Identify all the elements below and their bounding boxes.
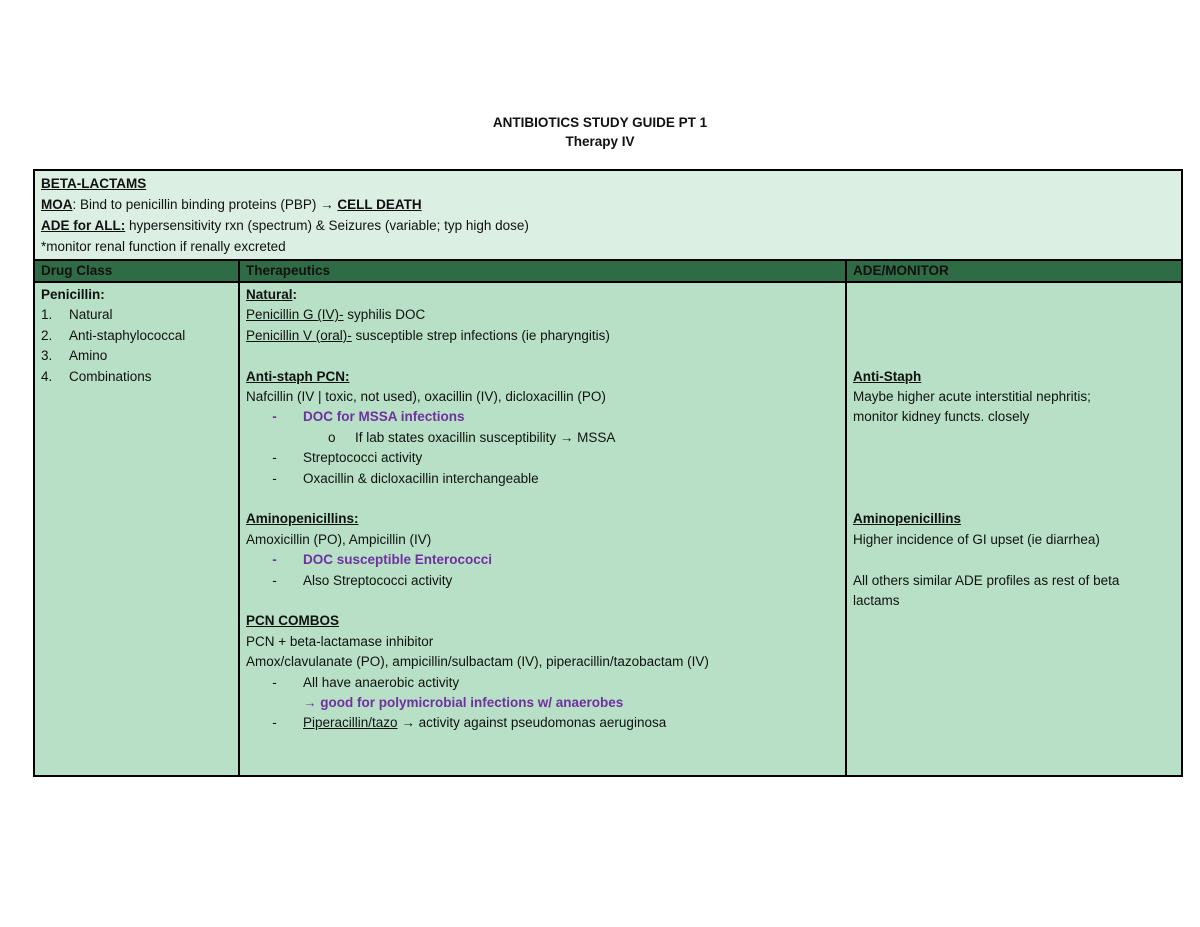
pcn-combos-heading: PCN COMBOS [246, 613, 340, 629]
ade-antistaph-heading: Anti-Staph [853, 368, 922, 384]
list-item: - Also Streptococci activity [272, 572, 453, 588]
aminopenicillins-heading: Aminopenicillins: [246, 511, 359, 527]
moa-line [41, 194, 1175, 215]
column-header-row [34, 260, 1182, 282]
list-item: - All have anaerobic activity [272, 674, 460, 690]
natural-heading: Natural: [246, 287, 298, 302]
list-item: 3. Amino [41, 348, 108, 364]
column-header-drug-class: Drug Class [34, 260, 239, 282]
list-item: - DOC for MSSA infections [272, 409, 465, 425]
renal-note: *monitor renal function if renally excreted [41, 239, 286, 254]
ade-line [41, 215, 1175, 236]
antistaph-drugs: Nafcillin (IV | toxic, not used), oxacillin (IV), dicloxacillin (PO) [246, 389, 606, 405]
ade-monitor-cell [846, 282, 1182, 776]
list-item: 2. Anti-staphylococcal [41, 327, 186, 343]
list-item: - Oxacillin & dicloxacillin interchangeable [272, 470, 539, 486]
ade-amino-heading: Aminopenicillins [853, 511, 962, 527]
list-item: - Piperacillin/tazo → activity against pseudomonas aeruginosa [272, 715, 667, 731]
ade-label: ADE for ALL: [41, 218, 126, 233]
combos-line: PCN + beta-lactamase inhibitor [246, 633, 434, 649]
ade-amino-line: Higher incidence of GI upset (ie diarrhea) [853, 531, 1100, 547]
therapeutics-cell [239, 282, 846, 776]
list-item: - Streptococci activity [272, 450, 423, 466]
drug-class-title: Penicillin: [41, 287, 105, 302]
combos-drugs: Amox/clavulanate (PO), ampicillin/sulbactam (IV), piperacillin/tazobactam (IV) [246, 654, 709, 670]
arrow-icon: → [559, 429, 574, 445]
list-item: o If lab states oxacillin susceptibility → MSSA [328, 429, 616, 445]
arrow-icon: → [401, 715, 415, 731]
ade-others-line: lactams [853, 592, 900, 608]
arrow-icon: → [320, 197, 334, 212]
moa-text: : Bind to penicillin binding proteins (PBP) [72, 197, 321, 212]
ade-others-line: All others similar ADE profiles as rest of beta [853, 572, 1120, 588]
column-header-therapeutics: Therapeutics [239, 260, 846, 282]
summary-cell [34, 170, 1182, 260]
arrow-icon: → [303, 695, 317, 711]
antistaph-heading: Anti-staph PCN: [246, 368, 350, 384]
list-item: - DOC susceptible Enterococci [272, 552, 493, 568]
list-item: 1. Natural [41, 307, 113, 323]
moa-label: MOA [41, 197, 73, 212]
drug-class-cell [34, 282, 239, 776]
study-guide-table [33, 169, 1183, 777]
column-header-ade-monitor: ADE/MONITOR [846, 260, 1182, 282]
ade-antistaph-line: Maybe higher acute interstitial nephritis; [853, 388, 1091, 404]
section-heading: BETA-LACTAMS [41, 176, 147, 191]
aminopenicillins-drugs: Amoxicillin (PO), Ampicillin (IV) [246, 531, 432, 547]
list-item: → good for polymicrobial infections w/ anaerobes [303, 695, 624, 711]
penicillin-g-line: Penicillin G (IV)- syphilis DOC [246, 307, 426, 323]
list-item: 4. Combinations [41, 368, 152, 384]
ade-antistaph-line: monitor kidney functs. closely [853, 409, 1030, 425]
penicillin-v-line: Penicillin V (oral)- susceptible strep infections (ie pharyngitis) [246, 327, 610, 343]
moa-result: CELL DEATH [337, 197, 422, 212]
ade-text: hypersensitivity rxn (spectrum) & Seizures (variable; typ high dose) [125, 218, 529, 233]
penicillin-row [34, 282, 1182, 776]
page-subtitle: Therapy IV [565, 134, 635, 149]
page-title: ANTIBIOTICS STUDY GUIDE PT 1 [492, 115, 708, 130]
summary-row [34, 170, 1182, 260]
